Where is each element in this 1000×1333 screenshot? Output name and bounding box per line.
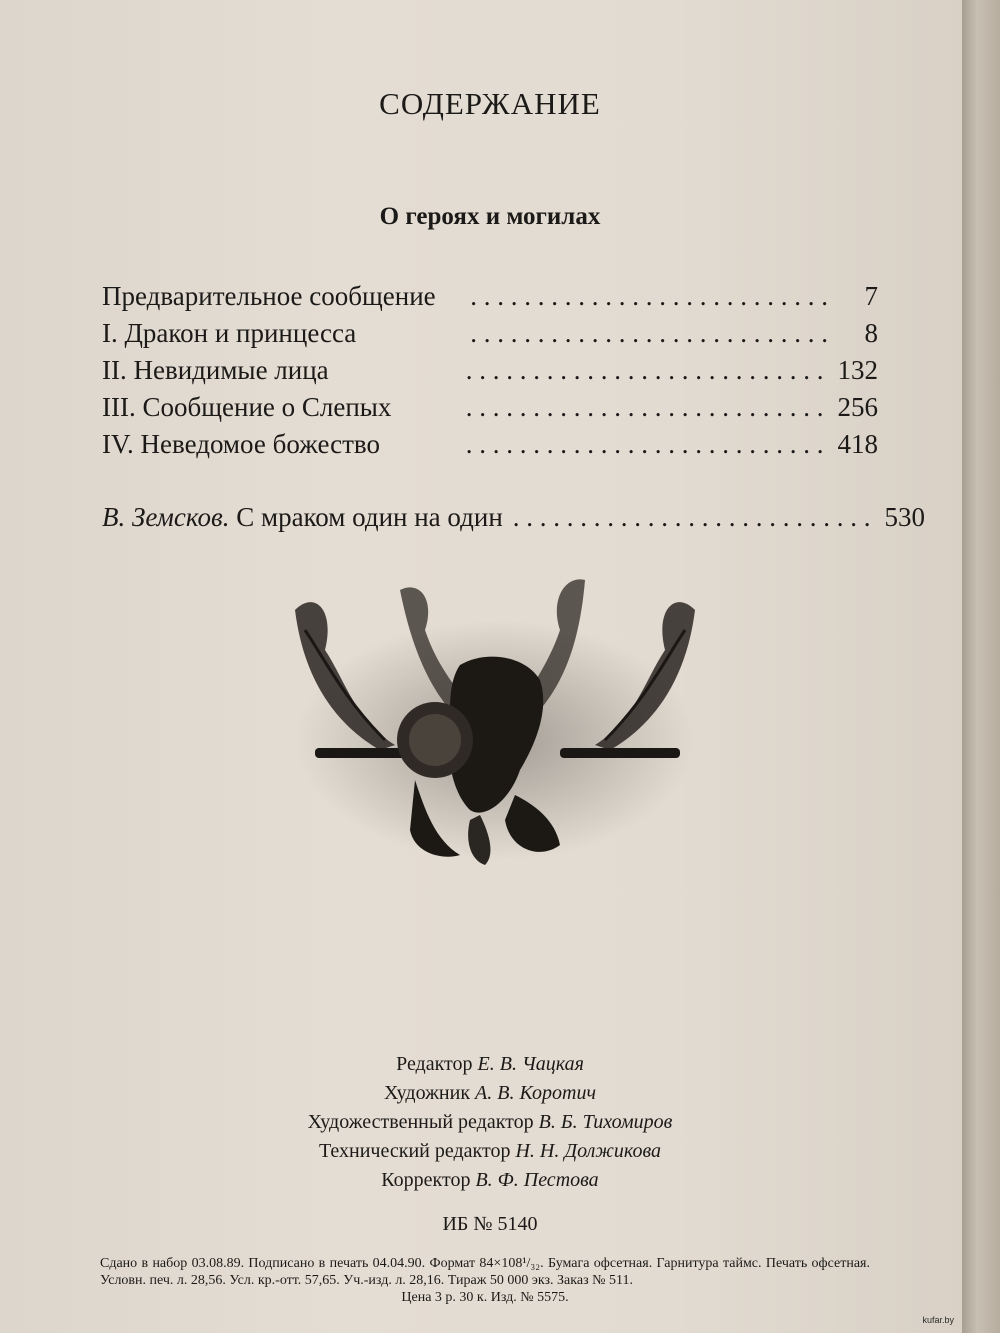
toc-entry-page: 256: [837, 392, 878, 422]
book-title: О героях и могилах: [379, 203, 601, 230]
toc-leader-dots: . . . . . . . . . . . . . . . . . . . . . . . . . . .: [465, 429, 824, 459]
toc-entry: [102, 389, 878, 426]
credit-name: Н. Н. Должикова: [515, 1140, 662, 1162]
toc-leader-dots: . . . . . . . . . . . . . . . . . . . . . . . . . . .: [512, 502, 871, 532]
toc-entry: [102, 315, 878, 352]
toc-entry-title: II. Невидимые лица: [102, 355, 329, 385]
credit-name: Е. В. Чацкая: [477, 1053, 584, 1075]
credit-line: [0, 1166, 980, 1195]
page-edge: [962, 0, 1000, 1333]
credit-name: В. Ф. Пестова: [475, 1169, 599, 1191]
toc-entry-title: I. Дракон и принцесса: [102, 318, 357, 348]
credit-line: [0, 1079, 980, 1108]
page-title: СОДЕРЖАНИЕ: [379, 86, 601, 121]
toc-entry-page: 7: [864, 281, 878, 311]
toc-entry-title: III. Сообщение о Слепых: [102, 392, 392, 422]
credit-role: Редактор: [396, 1053, 473, 1075]
toc-entry-page: 530: [884, 502, 926, 532]
afterword-title: С мраком один на один: [236, 502, 503, 532]
toc-entry-title: Предварительное сообщение: [102, 281, 436, 311]
credit-line: [0, 1050, 980, 1079]
toc-entry-title: [102, 499, 513, 536]
credit-name: В. Б. Тихомиров: [538, 1111, 673, 1133]
imprint-price: Цена 3 р. 30 к. Изд. № 5575.: [401, 1290, 569, 1305]
toc-entry: [102, 278, 878, 315]
ib-number: ИБ № 5140: [442, 1213, 538, 1235]
toc-entry-title: IV. Неведомое божество: [102, 429, 380, 459]
credit-line: [0, 1137, 980, 1166]
imprint-block: [100, 1255, 870, 1306]
table-of-contents: [102, 278, 926, 536]
credit-line: [0, 1108, 980, 1137]
imprint-text: Сдано в набор 03.08.89. Подписано в печать 04.04.90. Формат 84×108¹/₃₂. Бумага офсетная. Гарнитура таймс. Печать офсетная. Условн. печ. л. 28,56. Усл. кр.-отт. 57,65. Уч.-изд. л. 28,16. Тираж 50 000 экз. Заказ № 511.: [100, 1256, 870, 1288]
toc-entry: [102, 352, 878, 389]
credit-role: Художественный редактор: [307, 1111, 534, 1133]
toc-leader-dots: . . . . . . . . . . . . . . . . . . . . . . . . . . .: [465, 355, 824, 385]
credit-role: Корректор: [381, 1169, 471, 1191]
credit-role: Технический редактор: [318, 1140, 511, 1162]
toc-leader-dots: . . . . . . . . . . . . . . . . . . . . . . . . . . .: [470, 281, 828, 311]
decorative-illustration: [285, 570, 705, 870]
watermark: kufar.by: [922, 1315, 954, 1325]
toc-entry-page: 418: [837, 429, 878, 459]
credit-name: А. В. Коротич: [475, 1082, 596, 1104]
toc-entry: [102, 426, 878, 463]
credits-block: [0, 1050, 980, 1195]
toc-entry-page: 132: [837, 355, 878, 385]
toc-entry-afterword: [102, 499, 926, 536]
credit-role: Художник: [384, 1082, 471, 1104]
toc-entry-page: 8: [864, 318, 878, 348]
toc-leader-dots: . . . . . . . . . . . . . . . . . . . . . . . . . . .: [465, 392, 824, 422]
afterword-author: В. Земсков.: [102, 502, 230, 532]
toc-leader-dots: . . . . . . . . . . . . . . . . . . . . . . . . . . .: [470, 318, 828, 348]
